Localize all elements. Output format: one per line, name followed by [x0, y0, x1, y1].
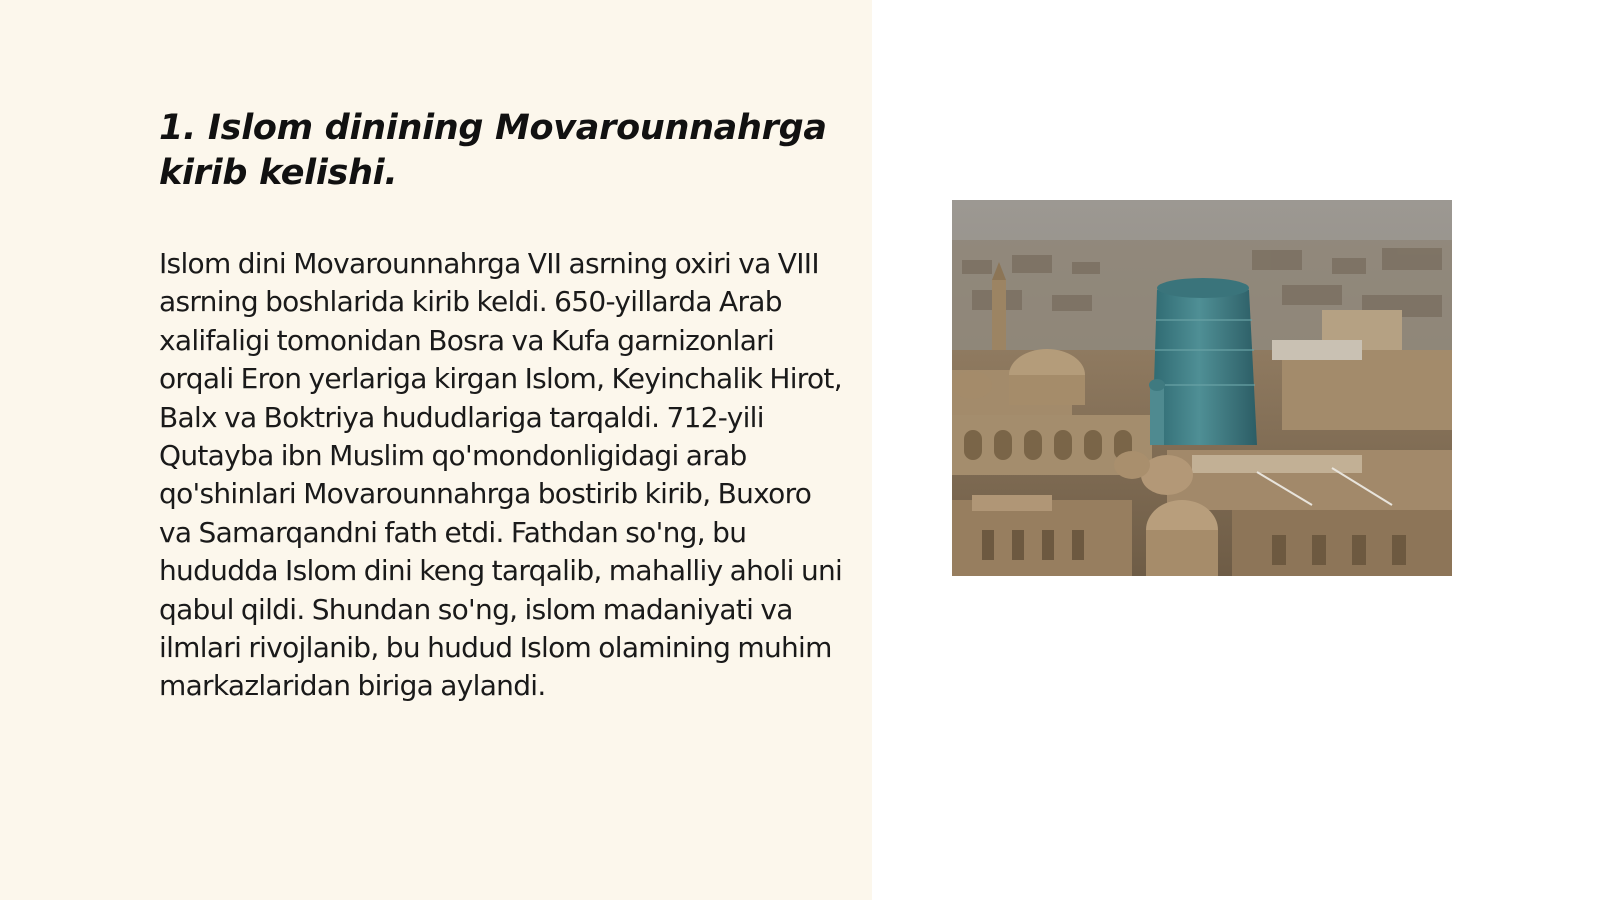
slide-body-text: Islom dini Movarounnahrga VII asrning oxiri va VIII asrning boshlarida kirib keldi. 650-yillarda Arab xalifaligi tomonidan Bosra va Kufa garnizonlari orqali Eron yerlariga kirgan Islom, Keyinchalik Hirot, Balx va Boktriya hududlariga tarqaldi. 712-yili Qutayba ibn Muslim qo'mondonligidagi arab qo'shinlari Movarounnahrga bostirib kirib, Buxoro va Samarqandni fath etdi. Fathdan so'ng, bu hududda Islom dini keng tarqalib, mahalliy aholi uni qabul qildi. Shundan so'ng, islom madaniyati va ilmlari rivojlanib, bu hudud Islom olamining muhim markazlaridan biriga aylandi. [159, 247, 843, 703]
old-city-minaret-photo [952, 200, 1452, 576]
slide-title: 1. Islom dinining Movarounnahrga kirib kelishi. [159, 108, 827, 193]
